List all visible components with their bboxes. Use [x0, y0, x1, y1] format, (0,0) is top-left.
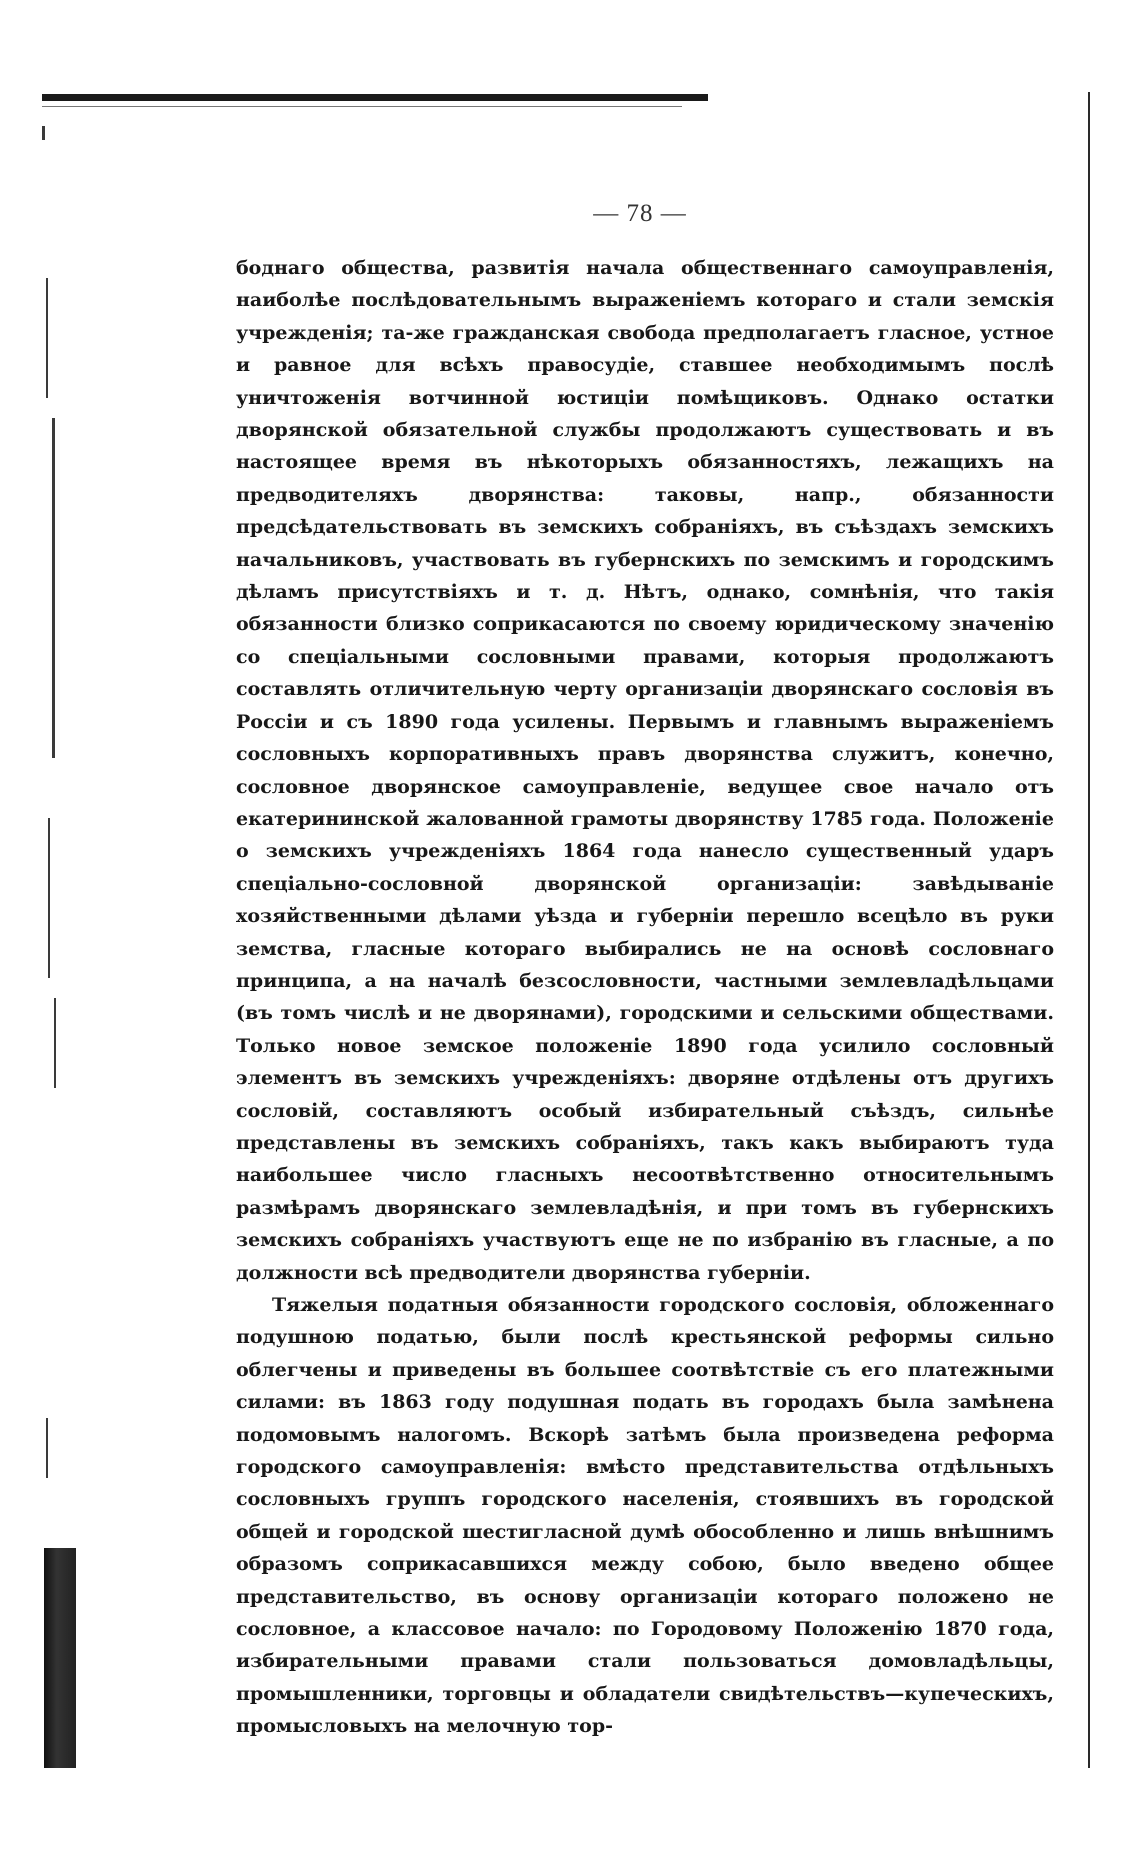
- scan-right-edge: [1088, 92, 1090, 1768]
- body-text: [236, 252, 1054, 1743]
- paragraph-1: боднаго общества, развитія начала общественнаго самоуправленія, наиболѣе послѣдовательнымъ выраженіемъ котораго и стали земскія учрежденія; та-же гражданская свобода предполагаетъ гласное, устное и равное для всѣхъ правосудіе, ставшее необходимымъ послѣ уничтоженія вотчинной юстиціи помѣщиковъ. Однако остатки дворянской обязательной службы продолжаютъ существовать и въ настоящее время въ нѣкоторыхъ обязанностяхъ, лежащихъ на предводителяхъ дворянства: таковы, напр., обязанности предсѣдательствовать въ земскихъ собраніяхъ, въ съѣздахъ земскихъ начальниковъ, участвовать въ губернскихъ по земскимъ и городскимъ дѣламъ присутствіяхъ и т. д. Нѣтъ, однако, сомнѣнія, что такія обязанности близко соприкасаются по своему юридическому значенію со спеціальными сословными правами, которыя продолжаютъ составлять отличительную черту организаціи дворянскаго сословія въ Россіи и съ 1890 года усилены. Первымъ и главнымъ выраженіемъ сословныхъ корпоративныхъ правъ дворянства служитъ, конечно, сословное дворянское самоуправленіе, ведущее свое начало отъ екатерининской жалованной грамоты дворянству 1785 года. Положеніе о земскихъ учрежденіяхъ 1864 года нанесло существенный ударъ спеціально-сословной дворянской организаціи: завѣдываніе хозяйственными дѣлами уѣзда и губерніи перешло всецѣло въ руки земства, гласные котораго выбирались не на основѣ сословнаго принципа, а на началѣ безсословности, частными землевладѣльцами (въ томъ числѣ и не дворянами), городскими и сельскими обществами. Только новое земское положеніе 1890 года усилило сословный элементъ въ земскихъ учрежденіяхъ: дворяне отдѣлены отъ другихъ сословій, составляютъ особый избирательный съѣздъ, сильнѣе представлены въ земскихъ собраніяхъ, такъ какъ выбираютъ туда наибольшее число гласныхъ несоотвѣтственно относительнымъ размѣрамъ дворянскаго землевладѣнія, и при томъ въ губернскихъ земскихъ собраніяхъ участвуютъ еще не по избранію въ гласные, а по должности всѣ предводители дворянства губерніи.: [236, 257, 1054, 1284]
- paragraph-2: Тяжелыя податныя обязанности городского сословія, обложеннаго подушною податью, были послѣ крестьянской реформы сильно облегчены и приведены въ большее соотвѣтствіе съ его платежными силами: въ 1863 году подушная подать въ городахъ была замѣнена подомовымъ налогомъ. Вскорѣ затѣмъ была произведена реформа городского самоуправленія: вмѣсто представительства отдѣльныхъ сословныхъ группъ городского населенія, стоявшихъ въ городской общей и городской шестигласной думѣ обособленно и лишь внѣшнимъ образомъ соприкасавшихся между собою, было введено общее представительство, въ основу организаціи котораго положено не сословное, а классовое начало: по Городовому Положенію 1870 года, избирательными правами стали пользоваться домовладѣльцы, промышленники, торговцы и обладатели свидѣтельствъ—купеческихъ, промысловыхъ на мелочную тор-: [236, 1294, 1054, 1738]
- scan-left-edge: [40, 118, 98, 1768]
- scan-top-rule-thin: [42, 106, 682, 107]
- page-number: — 78 —: [593, 200, 687, 227]
- scan-top-rule: [42, 94, 708, 101]
